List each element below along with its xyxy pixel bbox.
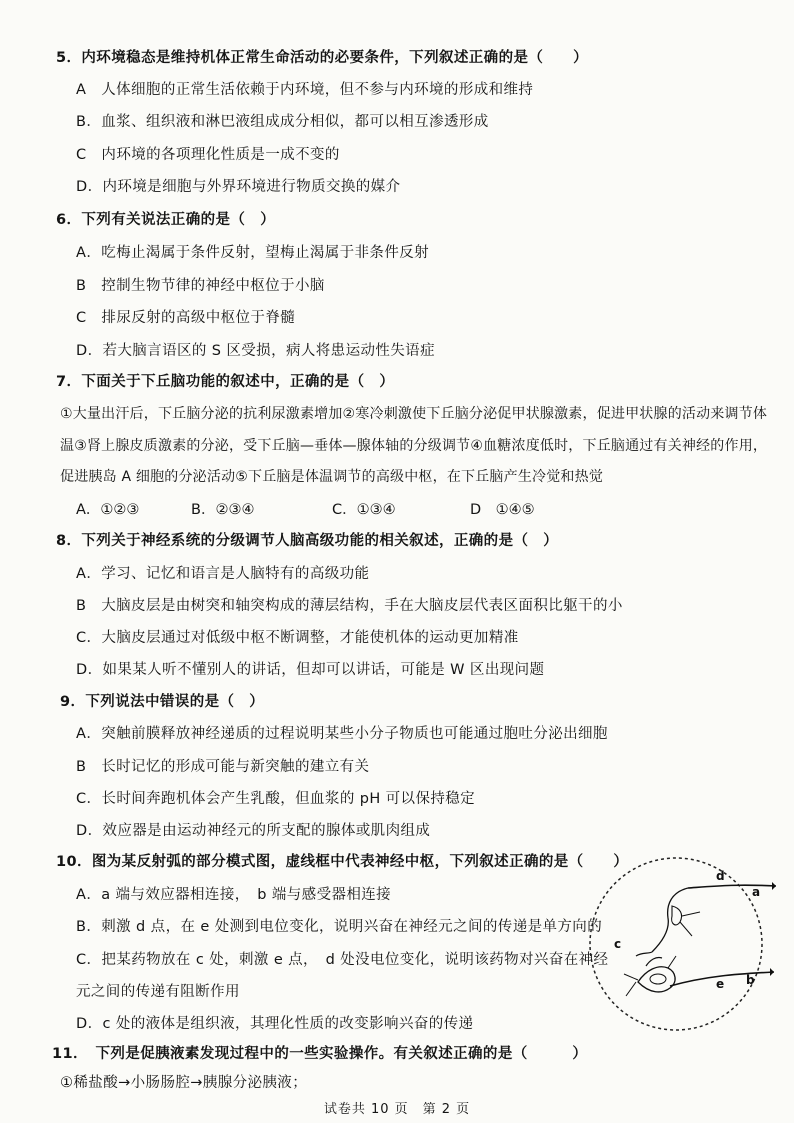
q9-option-d: D．效应器是由运动神经元的所支配的腺体或肌肉组成 (76, 823, 431, 839)
q5-option-a: A 人体细胞的正常生活依赖于内环境，但不参与内环境的形成和维持 (76, 82, 534, 98)
q9-option-a: A．突触前膜释放神经递质的过程说明某些小分子物质也可能通过胞吐分泌出细胞 (76, 726, 608, 742)
synapse-c (636, 952, 662, 966)
q5-option-b: B．血浆、组织液和淋巴液组成成分相似，都可以相互渗透形成 (76, 114, 489, 130)
q7-option-b: B．②③④ (191, 502, 255, 518)
q7-stem: 7．下面关于下丘脑功能的叙述中，正确的是（ ） (56, 374, 395, 390)
q8-stem: 8．下列关于神经系统的分级调节人脑高级功能的相关叙述，正确的是（ ） (56, 533, 559, 549)
arrow-a (772, 882, 776, 890)
label-b: b (746, 973, 755, 987)
q7-option-d: D ①④⑤ (470, 502, 535, 518)
reflex-arc-diagram (576, 852, 776, 1032)
lower-neuron-nucleus (650, 974, 666, 984)
q5-option-c: C 内环境的各项理化性质是一成不变的 (76, 147, 340, 163)
label-a: a (752, 885, 761, 899)
q10-option-a: A．a 端与效应器相连接， b 端与感受器相连接 (76, 887, 392, 903)
lower-neuron-soma (638, 967, 675, 992)
q6-option-b: B 控制生物节律的神经中枢位于小脑 (76, 278, 325, 294)
q6-option-a: A．吃梅止渴属于条件反射，望梅止渴属于非条件反射 (76, 245, 430, 261)
q10-option-d: D．c 处的液体是组织液，其理化性质的改变影响兴奋的传递 (76, 1016, 474, 1032)
q8-option-a: A．学习、记忆和语言是人脑特有的高级功能 (76, 566, 370, 582)
q11-stem: 11． 下列是促胰液素发现过程中的一些实验操作。有关叙述正确的是（ ） (52, 1046, 588, 1062)
q7-choices (76, 498, 636, 518)
q8-option-d: D．如果某人听不懂别人的讲话，但却可以讲话，可能是 W 区出现问题 (76, 662, 545, 678)
q10-option-c-line-1: C．把某药物放在 c 处，刺激 e 点， d 处没电位变化，说明该药物对兴奋在神经 (76, 952, 609, 968)
q5-stem: 5．内环境稳态是维持机体正常生命活动的必要条件，下列叙述正确的是（ ） (56, 50, 588, 66)
q10-option-c-line-2: 元之间的传递有阻断作用 (76, 984, 240, 1000)
q8-option-c: C．大脑皮层通过对低级中枢不断调整，才能使机体的运动更加精准 (76, 630, 519, 646)
q7-body-line-3: 促进胰岛 A 细胞的分泌活动⑤下丘脑是体温调节的高级中枢，在下丘脑产生冷觉和热觉 (60, 469, 604, 485)
q7-option-c: C．①③④ (332, 502, 396, 518)
q7-body-line-2: 温③肾上腺皮质激素的分泌，受下丘脑—垂体—腺体轴的分级调节④血糖浓度低时，下丘脑通过有关神经的作用， (60, 438, 768, 454)
q8-option-b: B 大脑皮层是由树突和轴突构成的薄层结构，手在大脑皮层代表区面积比躯干的小 (76, 598, 623, 614)
label-d: d (716, 869, 725, 883)
q6-stem: 6．下列有关说法正确的是（ ） (56, 212, 276, 228)
arrow-b (770, 968, 774, 976)
q9-stem: 9．下列说法中错误的是（ ） (60, 694, 265, 710)
q9-option-b: B 长时记忆的形成可能与新突触的建立有关 (76, 759, 370, 775)
q9-option-c: C．长时间奔跑机体会产生乳酸，但血浆的 pH 可以保持稳定 (76, 791, 476, 807)
q6-option-c: C 排尿反射的高级中枢位于脊髓 (76, 310, 296, 326)
q5-option-d: D．内环境是细胞与外界环境进行物质交换的媒介 (76, 179, 401, 195)
q10-option-b: B．刺激 d 点，在 e 处测到电位变化，说明兴奋在神经元之间的传递是单方向的 (76, 919, 603, 935)
label-e: e (716, 977, 725, 991)
label-c: c (614, 937, 622, 951)
fiber-to-a (688, 885, 776, 888)
q10-stem: 10．图为某反射弧的部分模式图，虚线框中代表神经中枢，下列叙述正确的是（ ） (56, 854, 629, 870)
q6-option-d: D．若大脑言语区的 S 区受损，病人将患运动性失语症 (76, 343, 435, 359)
upper-neuron-dendrites (680, 912, 700, 936)
q7-body-line-1: ①大量出汗后，下丘脑分泌的抗利尿激素增加②寒冷刺激使下丘脑分泌促甲状腺激素，促进甲状腺的活动来调节体 (60, 406, 768, 422)
page-footer: 试卷共 10 页 第 2 页 (323, 1102, 471, 1117)
upper-neuron-axon (652, 888, 688, 952)
q7-option-a: A．①②③ (76, 502, 140, 518)
q11-step-1: ①稀盐酸→小肠肠腔→胰腺分泌胰液； (60, 1075, 308, 1091)
